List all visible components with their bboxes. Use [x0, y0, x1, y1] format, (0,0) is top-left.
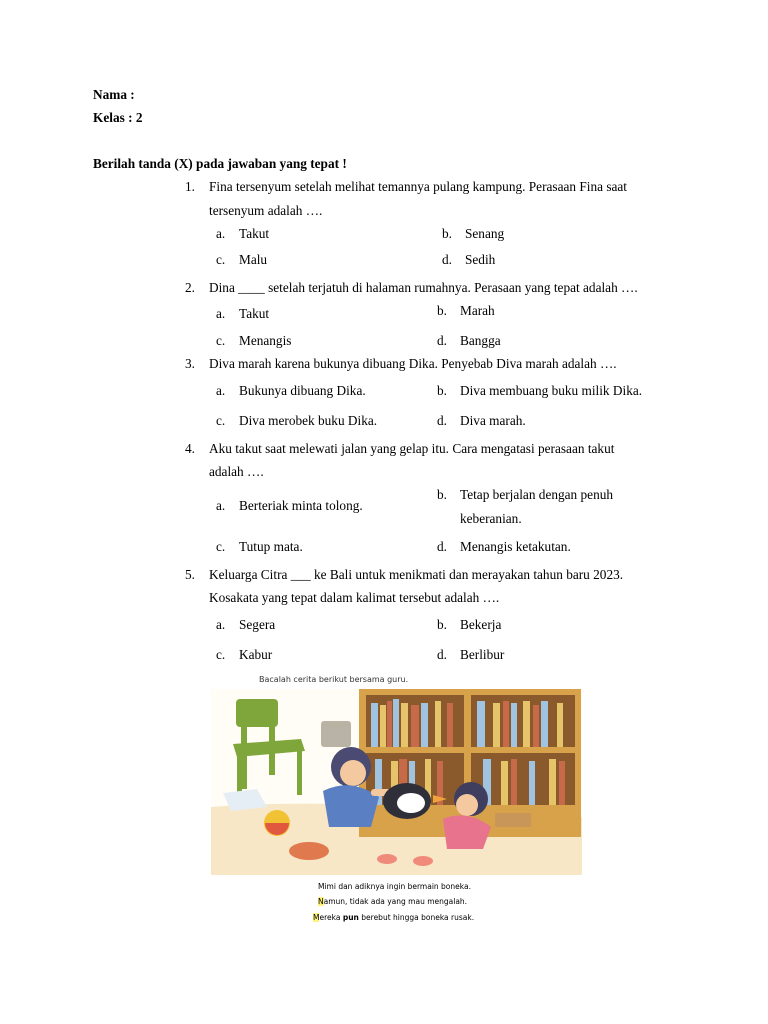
option-a[interactable]: Berteriak minta tolong. — [239, 498, 363, 513]
option-letter: b. — [437, 383, 447, 398]
question-number: 2. — [185, 280, 195, 295]
option-letter: d. — [437, 413, 447, 428]
option-letter: d. — [442, 252, 452, 267]
story-line-1: Mimi dan adiknya ingin bermain boneka. — [318, 882, 471, 891]
instruction: Berilah tanda (X) pada jawaban yang tepat ! — [93, 156, 347, 171]
option-letter: c. — [216, 333, 226, 348]
question-text: Fina tersenyum setelah melihat temannya pulang kampung. Perasaan Fina saat — [209, 179, 627, 194]
question-text-cont: tersenyum adalah …. — [209, 203, 323, 218]
option-d[interactable]: Diva marah. — [460, 413, 526, 428]
story-illustration — [211, 689, 582, 875]
slipper — [377, 854, 397, 864]
option-letter: d. — [437, 647, 447, 662]
option-letter: a. — [216, 617, 226, 632]
highlight: N — [318, 897, 324, 906]
tray — [495, 813, 531, 827]
name-label: Nama : — [93, 87, 135, 102]
question-number: 4. — [185, 441, 195, 456]
question-text: Keluarga Citra ___ ke Bali untuk menikmati dan merayakan tahun baru 2023. — [209, 567, 624, 582]
option-letter: a. — [216, 226, 226, 241]
option-letter: b. — [437, 487, 447, 502]
question-number: 1. — [185, 179, 195, 194]
option-letter: a. — [216, 383, 226, 398]
option-b[interactable]: Bekerja — [460, 617, 502, 632]
option-letter: c. — [216, 647, 226, 662]
option-a[interactable]: Takut — [239, 306, 270, 321]
option-letter: c. — [216, 413, 226, 428]
option-c[interactable]: Diva merobek buku Dika. — [239, 413, 378, 428]
option-letter: a. — [216, 306, 226, 321]
option-letter: b. — [437, 617, 447, 632]
question-text: Diva marah karena bukunya dibuang Dika. Penyebab Diva marah adalah …. — [209, 356, 617, 371]
option-c[interactable]: Kabur — [239, 647, 273, 662]
option-letter: b. — [442, 226, 452, 241]
option-letter: c. — [216, 539, 226, 554]
story-caption: Bacalah cerita berikut bersama guru. — [259, 675, 409, 684]
option-d[interactable]: Menangis ketakutan. — [460, 539, 571, 554]
option-d[interactable]: Berlibur — [460, 647, 505, 662]
option-b[interactable]: Diva membuang buku milik Dika. — [460, 383, 643, 398]
option-a[interactable]: Segera — [239, 617, 276, 632]
option-c[interactable]: Menangis — [239, 333, 292, 348]
basket — [321, 721, 351, 747]
question-text: Dina ____ setelah terjatuh di halaman rumahnya. Perasaan yang tepat adalah …. — [209, 280, 638, 295]
option-letter: c. — [216, 252, 226, 267]
question-number: 3. — [185, 356, 195, 371]
story-line-3: Mereka pun berebut hingga boneka rusak. — [313, 913, 475, 922]
option-b[interactable]: Marah — [460, 303, 495, 318]
slipper — [413, 856, 433, 866]
option-b[interactable]: Senang — [465, 226, 505, 241]
option-letter: a. — [216, 498, 226, 513]
option-a[interactable]: Takut — [239, 226, 270, 241]
fish-toy — [289, 842, 329, 860]
option-b-cont[interactable]: keberanian. — [460, 511, 522, 526]
story-line-2: Namun, tidak ada yang mau mengalah. — [318, 897, 468, 906]
question-number: 5. — [185, 567, 195, 582]
option-a[interactable]: Bukunya dibuang Dika. — [239, 383, 366, 398]
class-label: Kelas : 2 — [93, 110, 143, 125]
question-text-cont: Kosakata yang tepat dalam kalimat tersebut adalah …. — [209, 590, 500, 605]
highlight: M — [313, 913, 320, 922]
option-c[interactable]: Tutup mata. — [239, 539, 303, 554]
option-d[interactable]: Bangga — [460, 333, 501, 348]
option-c[interactable]: Malu — [239, 252, 268, 267]
question-text-cont: adalah …. — [209, 464, 264, 479]
question-text: Aku takut saat melewati jalan yang gelap itu. Cara mengatasi perasaan takut — [209, 441, 615, 456]
option-letter: d. — [437, 333, 447, 348]
option-b[interactable]: Tetap berjalan dengan penuh — [460, 487, 614, 502]
option-d[interactable]: Sedih — [465, 252, 496, 267]
option-letter: b. — [437, 303, 447, 318]
option-letter: d. — [437, 539, 447, 554]
